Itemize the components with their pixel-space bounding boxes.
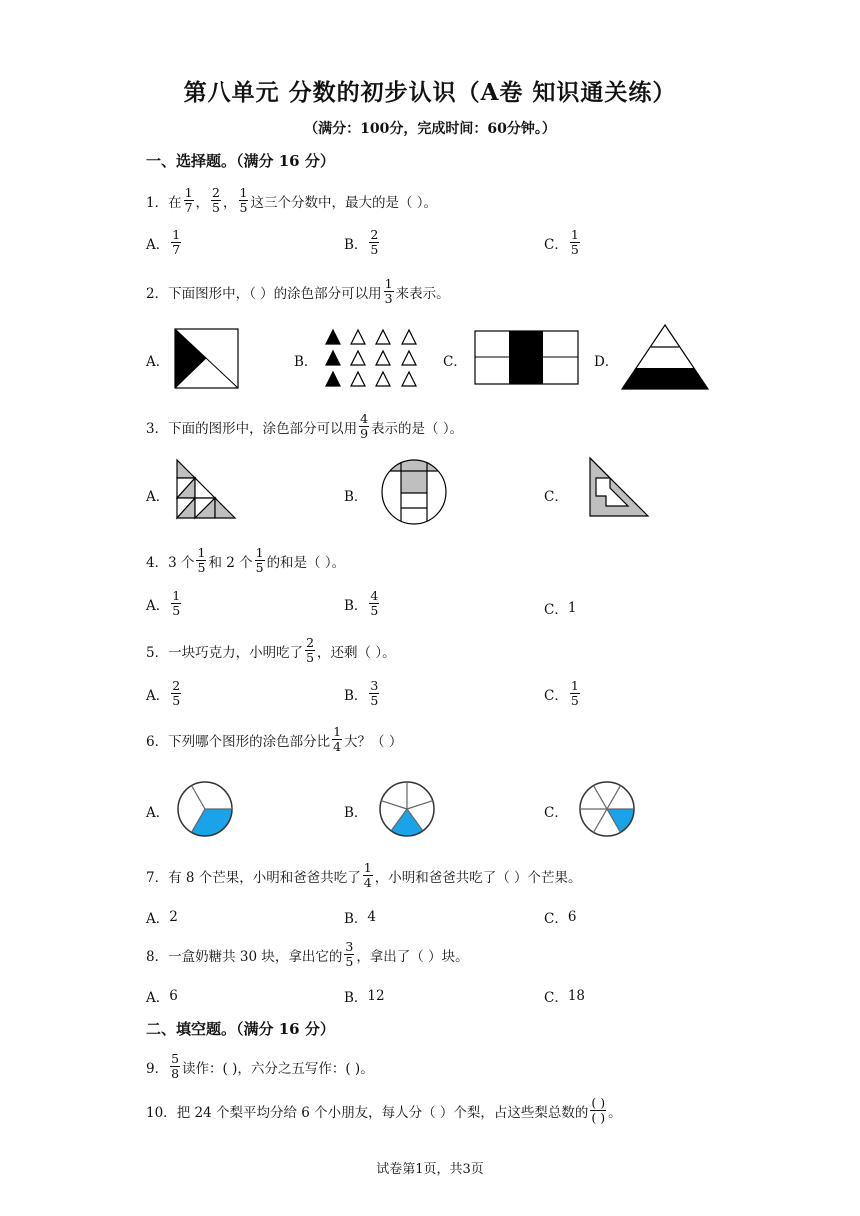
question-number: 2． xyxy=(146,285,169,302)
option-c[interactable]: C． 6 xyxy=(544,909,577,927)
page-subtitle: （满分：100分，完成时间：60分钟。） xyxy=(304,121,556,137)
question-number: 6． xyxy=(146,733,169,750)
question-text: 。 xyxy=(608,1104,622,1121)
question-text: 3 个 xyxy=(168,554,195,571)
separator: ， xyxy=(223,194,237,211)
question-text: 这三个分数中，最大的是（ ）。 xyxy=(250,194,437,211)
option-a[interactable]: A． 6 xyxy=(146,988,178,1006)
denominator: 5 xyxy=(212,200,220,215)
question-9 xyxy=(146,1052,374,1081)
question-text: 下列哪个图形的涂色部分比 xyxy=(168,733,331,750)
notched-triangle-figure xyxy=(588,456,652,520)
option-c[interactable]: C． xyxy=(443,354,467,370)
denominator: 5 xyxy=(239,200,248,215)
option-b[interactable]: B． xyxy=(344,489,368,505)
option-a[interactable]: A． xyxy=(146,805,170,821)
option-a[interactable]: A． $\frac{1}{5}$ xyxy=(146,588,181,618)
option-b[interactable]: B． 12 xyxy=(344,988,385,1006)
divided-triangle-figure xyxy=(174,458,238,520)
question-1 xyxy=(146,186,437,215)
question-5 xyxy=(146,636,396,665)
question-text: 和 2 个 xyxy=(208,554,253,571)
option-a[interactable]: A． $\frac{2}{5}$ xyxy=(146,678,181,708)
page-footer: 试卷第1页，共3页 xyxy=(376,1162,484,1177)
fraction: $\frac{1}{4}$ xyxy=(363,860,372,890)
fraction: $\frac{5}{8}$ xyxy=(171,1051,180,1081)
question-text: 一块巧克力，小明吃了 xyxy=(168,644,304,661)
rectangle-strip-figure xyxy=(474,330,580,386)
section-heading-fill: 二、填空题。（满分 16 分） xyxy=(146,1020,335,1038)
fraction xyxy=(211,186,221,215)
numerator: 1 xyxy=(239,185,248,200)
fraction: $\frac{1}{3}$ xyxy=(384,276,393,306)
numerator: 2 xyxy=(212,185,220,200)
option-a[interactable]: A． xyxy=(146,489,170,505)
option-c[interactable]: C． xyxy=(544,805,568,821)
option-c[interactable]: C． $\frac{1}{5}$ xyxy=(544,678,579,708)
fraction xyxy=(184,186,194,215)
option-c[interactable]: C． $\frac{1}{5}$ xyxy=(544,227,579,257)
option-c[interactable]: C． 1 xyxy=(544,600,577,618)
question-text: ，还剩（ ）。 xyxy=(317,644,396,661)
question-text: 的和是（ ）。 xyxy=(266,554,346,571)
question-text: 下面的图形中，涂色部分可以用 xyxy=(168,420,358,437)
option-d[interactable]: D． xyxy=(594,354,619,370)
fraction: $\frac{3}{5}$ xyxy=(345,939,354,969)
question-7 xyxy=(146,861,582,890)
question-text: 有 8 个芒果，小明和爸爸共吃了 xyxy=(168,869,361,886)
option-a[interactable]: A． 2 xyxy=(146,909,178,927)
pie-fifths-figure xyxy=(376,778,438,840)
question-number: 7． xyxy=(146,869,169,886)
square-triangles-figure xyxy=(174,328,240,390)
option-b[interactable]: B． xyxy=(344,805,368,821)
question-text: 一盒奶糖共 30 块，拿出它的 xyxy=(168,948,343,965)
numerator: 1 xyxy=(184,185,193,200)
question-number: 5． xyxy=(146,644,169,661)
layered-triangle-figure xyxy=(620,323,710,391)
question-text: 大？（ ） xyxy=(344,733,403,750)
fraction: $\frac{4}{9}$ xyxy=(360,411,369,441)
question-text: 在 xyxy=(168,194,182,211)
question-text: ，小明和爸爸共吃了（ ）个芒果。 xyxy=(374,869,582,886)
option-b[interactable]: B． $\frac{2}{5}$ xyxy=(344,227,379,257)
question-text: ，拿出了（ ）块。 xyxy=(356,948,469,965)
question-number: 4． xyxy=(146,554,169,571)
circle-grid-figure xyxy=(380,458,448,526)
question-6 xyxy=(146,725,402,754)
fraction: $\frac{1}{4}$ xyxy=(333,724,342,754)
fraction: $\frac{2}{5}$ xyxy=(306,635,315,665)
section-heading-choice: 一、选择题。（满分 16 分） xyxy=(146,152,335,170)
option-a[interactable]: A． $\frac{1}{7}$ xyxy=(146,227,181,257)
question-number: 8． xyxy=(146,948,169,965)
question-number: 10． xyxy=(146,1104,177,1121)
fraction: $\frac{1}{5}$ xyxy=(197,545,206,575)
question-4 xyxy=(146,546,345,575)
option-b[interactable]: B． $\frac{3}{5}$ xyxy=(344,678,379,708)
fraction: $\frac{1}{5}$ xyxy=(255,545,264,575)
option-a[interactable]: A． xyxy=(146,354,170,370)
question-number: 9． xyxy=(146,1060,169,1077)
option-b[interactable]: B． 4 xyxy=(344,909,377,927)
option-c[interactable]: C． 18 xyxy=(544,988,586,1006)
option-c[interactable]: C． xyxy=(544,489,568,505)
pie-thirds-figure xyxy=(174,778,236,840)
page-title: 第八单元 分数的初步认识（A卷 知识通关练） xyxy=(183,79,677,106)
pie-sixths-figure xyxy=(576,778,638,840)
question-3 xyxy=(146,412,463,441)
question-text: 读作：( )，六分之五写作：( )。 xyxy=(182,1060,374,1077)
question-10 xyxy=(146,1096,622,1125)
denominator: 7 xyxy=(184,200,193,215)
fraction xyxy=(239,186,249,215)
question-number: 3． xyxy=(146,420,169,437)
question-number: 1． xyxy=(146,194,169,211)
question-text: 把 24 个梨平均分给 6 个小朋友，每人分（ ）个梨，占这些梨总数的 xyxy=(176,1104,589,1121)
question-text: 下面图形中，（ ）的涂色部分可以用 xyxy=(168,285,382,302)
question-8 xyxy=(146,940,469,969)
question-text: 表示的是（ ）。 xyxy=(371,420,464,437)
answer-fraction-blank: $\frac{( )}{( )}$ xyxy=(591,1095,606,1125)
question-2 xyxy=(146,277,450,306)
option-b[interactable]: B． xyxy=(294,354,318,370)
separator: ， xyxy=(195,194,210,211)
question-text: 来表示。 xyxy=(395,285,450,302)
option-b[interactable]: B． $\frac{4}{5}$ xyxy=(344,588,379,618)
triangle-grid-figure xyxy=(322,328,422,390)
